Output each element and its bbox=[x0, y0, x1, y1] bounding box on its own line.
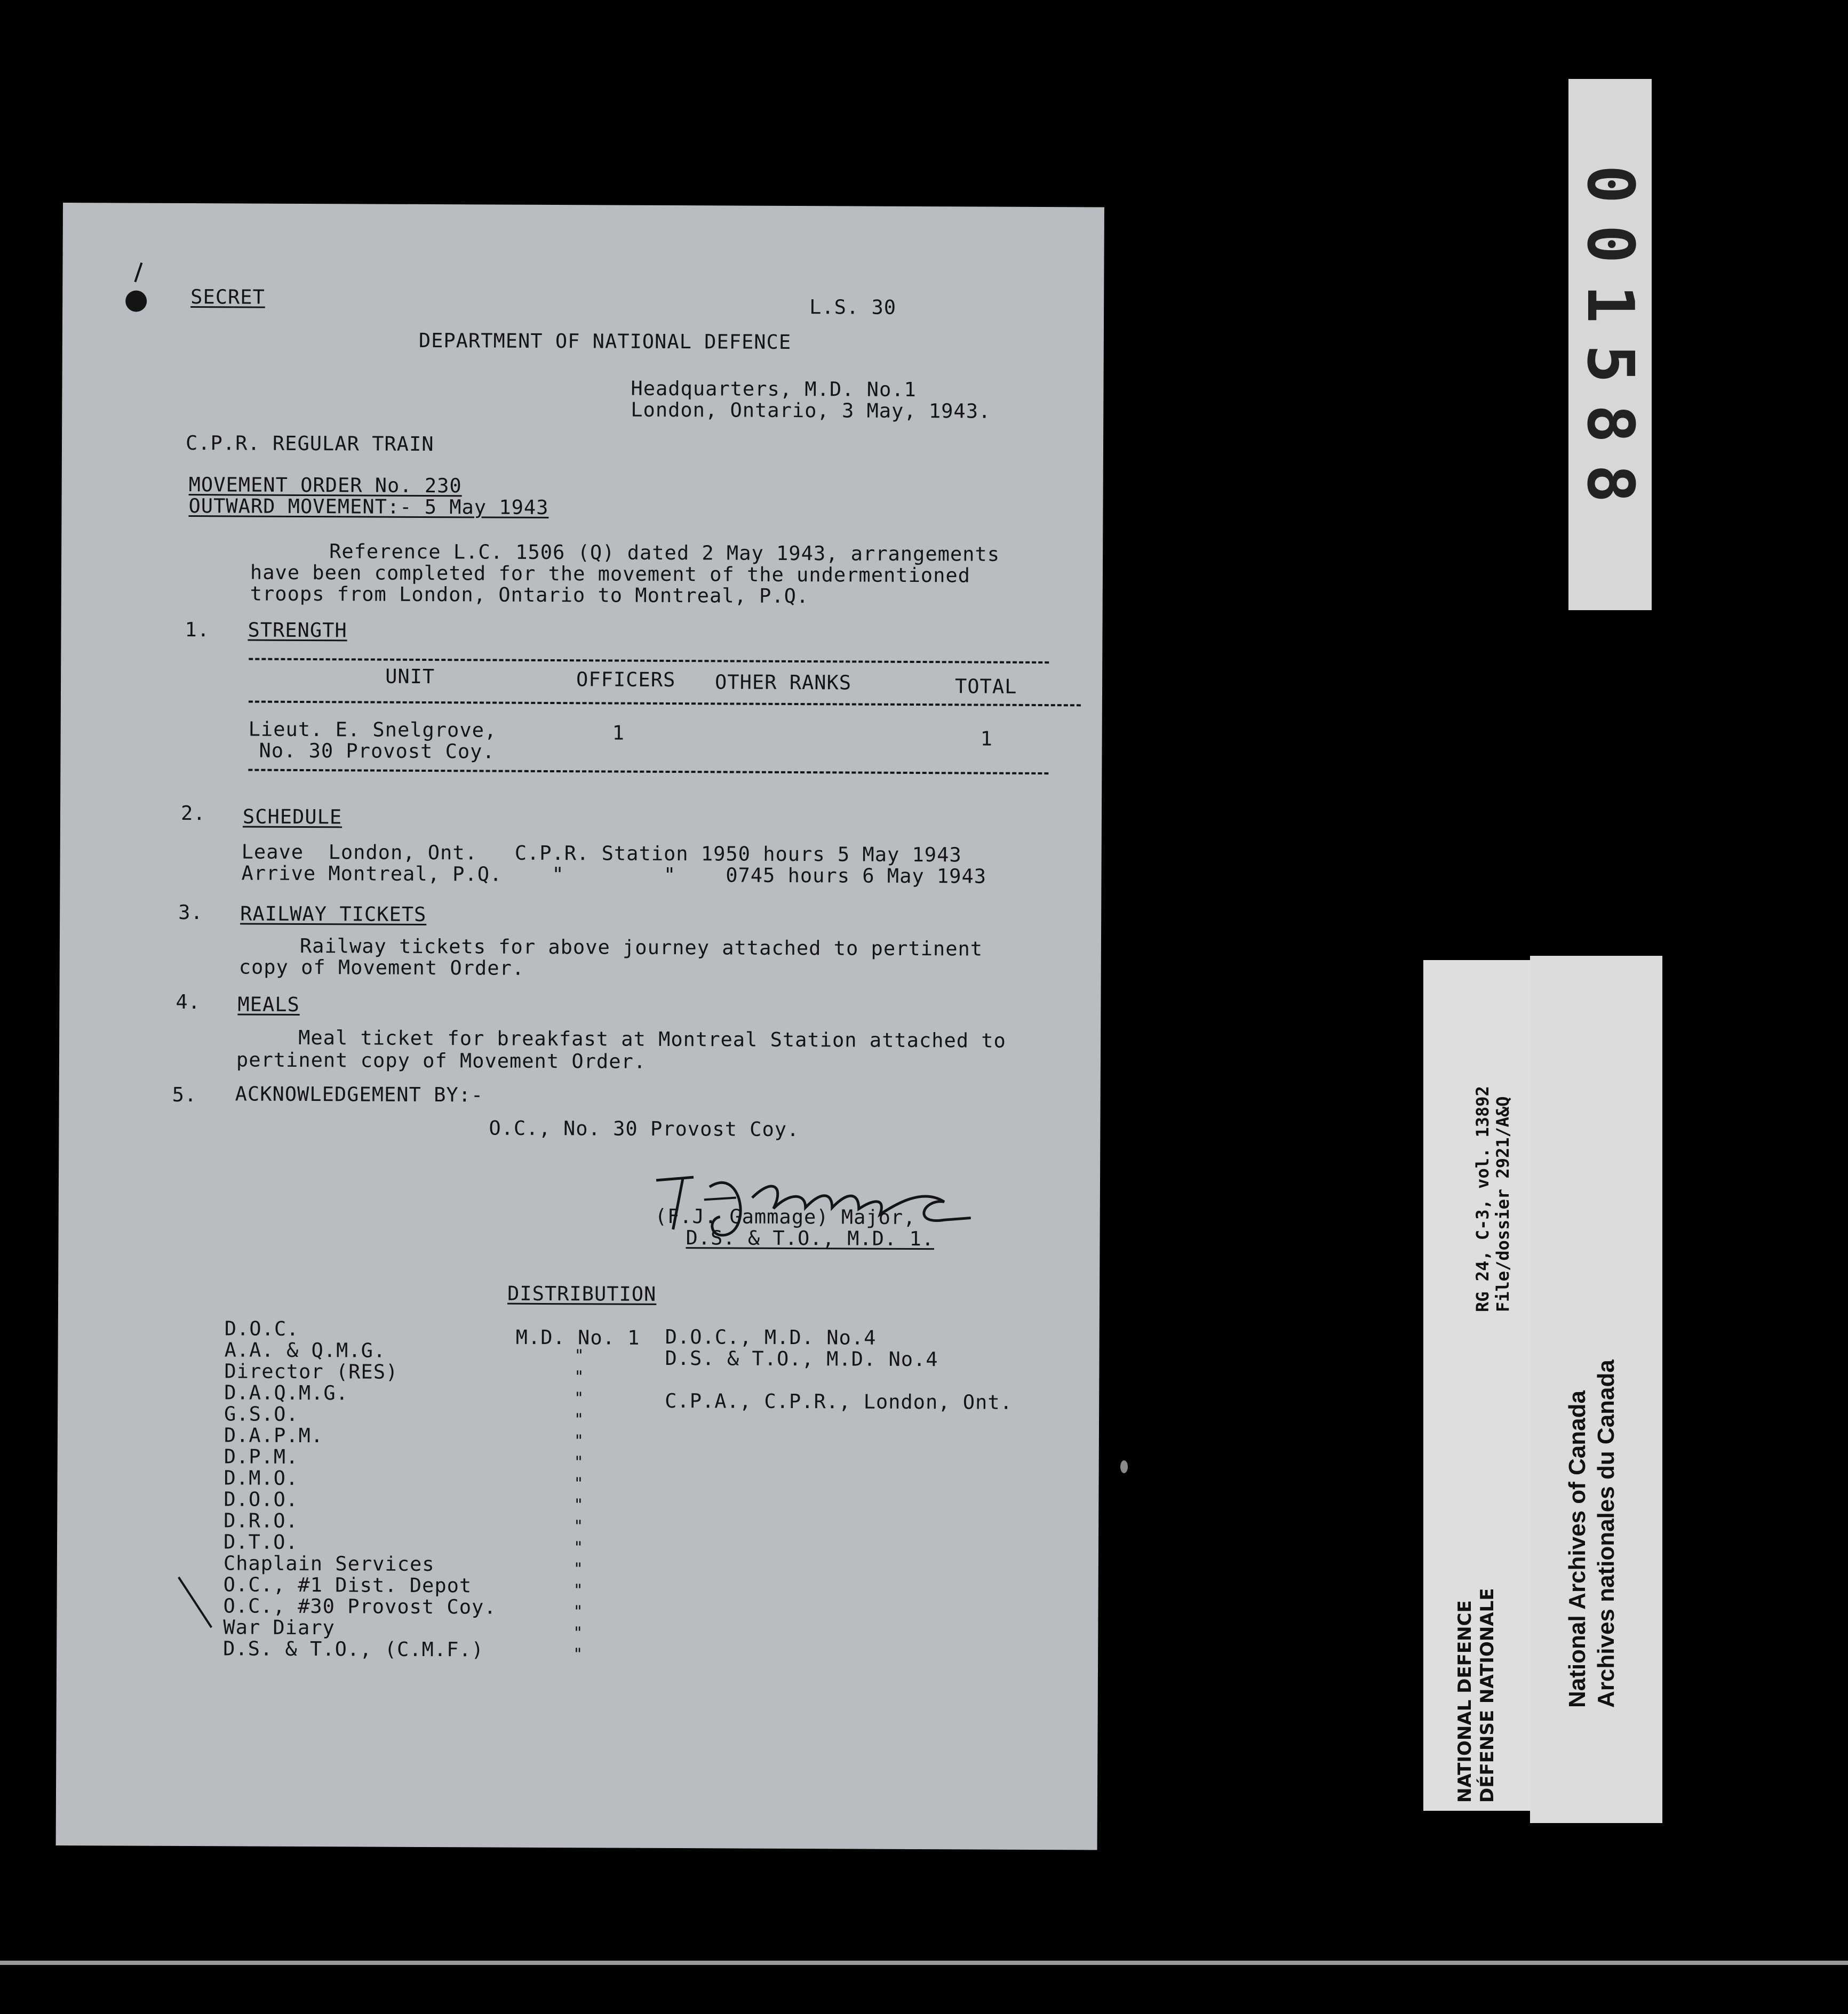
meals-line-1: Meal ticket for breakfast at Montreal Station attached to bbox=[298, 1026, 1006, 1052]
movement-order-number: MOVEMENT ORDER No. 230 bbox=[188, 473, 462, 498]
margin-check-mark bbox=[108, 260, 156, 319]
ditto-mark: " bbox=[574, 1346, 584, 1365]
classification: SECRET bbox=[190, 285, 265, 309]
frame-number: 001588 bbox=[1573, 165, 1647, 524]
pencil-tick-mark bbox=[174, 1574, 217, 1633]
distribution-item: D.O.O. bbox=[224, 1488, 299, 1511]
col-header-officers: OFFICERS bbox=[576, 668, 676, 692]
distribution-md4-item: D.O.C., M.D. No.4 bbox=[665, 1325, 877, 1349]
ditto-mark: " bbox=[573, 1581, 583, 1600]
ditto-mark: " bbox=[573, 1624, 583, 1643]
intro-line-2: have been completed for the movement of the undermentioned bbox=[250, 561, 971, 587]
section-1-number: 1. bbox=[185, 618, 210, 642]
col-header-unit: UNIT bbox=[385, 665, 435, 689]
distribution-item: Chaplain Services bbox=[223, 1552, 435, 1576]
ditto-mark: " bbox=[573, 1410, 584, 1429]
file-dossier-reference: File/dossier 2921/A&Q bbox=[1493, 1096, 1513, 1312]
archives-label-english: National Archives of Canada bbox=[1564, 1390, 1590, 1708]
department-heading: DEPARTMENT OF NATIONAL DEFENCE bbox=[418, 329, 792, 354]
distribution-cpa-item: C.P.A., C.P.R., London, Ont. bbox=[665, 1389, 1013, 1414]
ditto-mark: " bbox=[573, 1453, 584, 1472]
section-4-heading: MEALS bbox=[237, 993, 300, 1016]
nd-label-french: DÉFENSE NATIONALE bbox=[1477, 1588, 1498, 1803]
total-value: 1 bbox=[980, 727, 993, 750]
distribution-item: Director (RES) bbox=[224, 1360, 399, 1384]
train-type: C.P.R. REGULAR TRAIN bbox=[185, 431, 434, 456]
ditto-mark: " bbox=[573, 1496, 584, 1515]
table-rule-bottom bbox=[248, 769, 1048, 775]
distribution-item: D.S. & T.O., (C.M.F.) bbox=[223, 1637, 484, 1661]
section-3-heading: RAILWAY TICKETS bbox=[240, 902, 427, 926]
distribution-md4-item: D.S. & T.O., M.D. No.4 bbox=[665, 1346, 938, 1371]
tickets-line-2: copy of Movement Order. bbox=[238, 955, 525, 980]
reference-number: L.S. 30 bbox=[809, 295, 897, 319]
ditto-mark: " bbox=[573, 1517, 584, 1536]
film-edge-line bbox=[0, 1961, 1848, 1965]
ditto-mark: " bbox=[573, 1538, 584, 1557]
nd-label-english: NATIONAL DEFENCE bbox=[1454, 1600, 1476, 1803]
distribution-item: D.A.Q.M.G. bbox=[224, 1381, 349, 1405]
distribution-item: D.A.P.M. bbox=[224, 1424, 324, 1448]
hq-line-1: Headquarters, M.D. No.1 bbox=[631, 377, 917, 401]
schedule-leave: Leave London, Ont. C.P.R. Station 1950 hours 5 May 1943 bbox=[241, 840, 962, 867]
col-header-other-ranks: OTHER RANKS bbox=[714, 670, 852, 694]
outward-movement: OUTWARD MOVEMENT:- 5 May 1943 bbox=[188, 494, 549, 519]
distribution-item: A.A. & Q.M.G. bbox=[224, 1338, 386, 1362]
table-rule-top bbox=[249, 658, 1049, 664]
officers-value: 1 bbox=[612, 721, 625, 745]
section-2-number: 2. bbox=[180, 801, 206, 825]
ditto-mark: " bbox=[573, 1602, 583, 1621]
distribution-item: War Diary bbox=[223, 1616, 335, 1640]
frame-number-label bbox=[1568, 79, 1652, 610]
section-4-number: 4. bbox=[176, 990, 201, 1014]
distribution-item: D.M.O. bbox=[224, 1466, 299, 1490]
distribution-item: O.C., #1 Dist. Depot bbox=[223, 1573, 472, 1597]
national-defence-label bbox=[1423, 960, 1539, 1811]
table-rule-middle bbox=[249, 701, 1081, 707]
distribution-item: O.C., #30 Provost Coy. bbox=[223, 1594, 497, 1619]
distribution-item: G.S.O. bbox=[224, 1402, 299, 1426]
ditto-mark: " bbox=[574, 1368, 584, 1387]
section-5-number: 5. bbox=[172, 1083, 197, 1107]
distribution-md-no-1: M.D. No. 1 bbox=[515, 1325, 640, 1349]
distribution-item: D.R.O. bbox=[224, 1509, 298, 1532]
unit-line-2: No. 30 Provost Coy. bbox=[259, 739, 495, 763]
section-1-heading: STRENGTH bbox=[248, 618, 347, 642]
schedule-arrive: Arrive Montreal, P.Q. " " 0745 hours 6 May 1943 bbox=[241, 861, 987, 888]
section-3-number: 3. bbox=[178, 900, 203, 924]
film-speck bbox=[1120, 1460, 1128, 1473]
document-page bbox=[56, 203, 1104, 1850]
record-group-reference: RG 24, C-3, vol. 13892 bbox=[1472, 1086, 1493, 1312]
acknowledgement-unit: O.C., No. 30 Provost Coy. bbox=[489, 1116, 800, 1141]
distribution-item: D.T.O. bbox=[223, 1530, 298, 1554]
intro-line-1: Reference L.C. 1506 (Q) dated 2 May 1943, arrangements bbox=[329, 540, 1000, 566]
ditto-mark: " bbox=[573, 1645, 583, 1664]
national-archives-label bbox=[1530, 956, 1662, 1823]
hq-line-2: London, Ontario, 3 May, 1943. bbox=[631, 398, 991, 423]
col-header-total: TOTAL bbox=[954, 675, 1017, 698]
distribution-item: D.O.C. bbox=[224, 1317, 299, 1340]
ditto-mark: " bbox=[574, 1389, 584, 1408]
signatory-title: D.S. & T.O., M.D. 1. bbox=[686, 1226, 935, 1251]
ditto-mark: " bbox=[573, 1432, 584, 1451]
section-5-heading: ACKNOWLEDGEMENT BY:- bbox=[235, 1082, 484, 1107]
intro-line-3: troops from London, Ontario to Montreal, P.Q. bbox=[250, 582, 809, 608]
ditto-mark: " bbox=[573, 1474, 584, 1493]
signatory-name: (F.J. Gammage) Major, bbox=[655, 1204, 916, 1229]
ditto-mark: " bbox=[573, 1560, 583, 1579]
distribution-heading: DISTRIBUTION bbox=[507, 1282, 657, 1306]
unit-line-1: Lieut. E. Snelgrove, bbox=[248, 717, 497, 742]
distribution-item: D.P.M. bbox=[224, 1445, 299, 1468]
tickets-line-1: Railway tickets for above journey attached to pertinent bbox=[299, 934, 983, 961]
meals-line-2: pertinent copy of Movement Order. bbox=[236, 1048, 647, 1073]
archives-label-french: Archives nationales du Canada bbox=[1593, 1360, 1619, 1708]
section-2-heading: SCHEDULE bbox=[242, 805, 342, 829]
